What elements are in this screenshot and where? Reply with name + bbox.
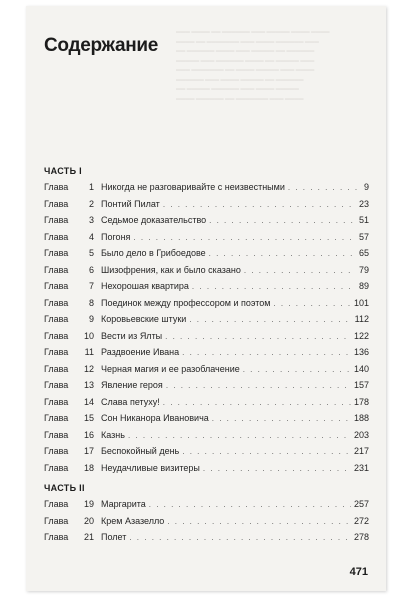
chapter-title: Седьмое доказательство — [101, 215, 207, 225]
chapter-page: 257 — [353, 499, 369, 509]
chapter-title: Нехорошая квартира — [101, 281, 189, 291]
toc-entry — [44, 364, 369, 381]
chapter-page: 231 — [353, 462, 369, 473]
chapter-label: Глава — [44, 499, 69, 509]
chapter-title: Погоня — [101, 231, 131, 242]
chapter-number: 18 — [83, 462, 94, 473]
chapter-label: Глава — [44, 515, 69, 526]
chapter-label: Глава — [44, 413, 69, 423]
chapter-page: 23 — [358, 198, 369, 209]
chapter-title: Слава петуху! — [101, 396, 160, 407]
page-number: 471 — [349, 566, 368, 578]
chapter-title: Поединок между профессором и поэтом — [101, 297, 271, 308]
toc-entry — [44, 331, 369, 348]
chapter-label: Глава — [44, 231, 69, 242]
chapter-title: Сон Никанора Ивановича — [101, 413, 209, 423]
chapter-number: 8 — [88, 297, 94, 308]
bleed-through-text: ▁▁▁ ▁▁▁▁ ▁▁ ▁▁▁▁▁▁ ▁▁▁ ▁▁▁▁▁ ▁▁▁▁ ▁▁▁▁ ▁▁▁▁ ▁▁ ▁▁▁▁▁▁▁ ▁▁▁ ▁▁▁▁ ▁▁▁▁▁▁ ▁▁▁ ▁▁ ▁▁▁▁▁▁ ▁▁▁▁ ▁▁▁ ▁▁▁▁▁ ▁▁ ▁▁▁▁▁▁ ▁▁▁▁▁ ▁▁▁ ▁▁▁▁▁▁ ▁▁▁▁ ▁▁ ▁▁▁▁▁ ▁▁▁ ▁▁▁ ▁▁▁▁▁▁▁ ▁▁ ▁▁▁▁ ▁▁▁▁▁ ▁▁▁ ▁▁▁▁ ▁▁▁▁▁▁ ▁▁▁ ▁▁▁▁ ▁▁▁▁▁ ▁▁ ▁▁▁▁▁▁ ▁▁ ▁▁▁▁▁ ▁▁▁▁▁▁ ▁▁▁ ▁▁▁▁ ▁▁▁▁▁ ▁▁▁▁ ▁▁▁▁▁▁ ▁▁ ▁▁▁▁▁▁▁ ▁▁▁ ▁▁▁▁ — [176, 27, 330, 100]
chapter-label: Глава — [44, 297, 69, 308]
chapter-label: Глава — [44, 396, 69, 407]
chapter-number: 12 — [83, 363, 94, 374]
chapter-page: 203 — [353, 429, 369, 440]
chapter-page: 101 — [353, 297, 369, 308]
page-title: Содержание — [44, 35, 159, 56]
chapter-number: 1 — [88, 182, 94, 192]
toc-entry — [44, 380, 369, 397]
chapter-number: 19 — [83, 499, 94, 509]
book-page — [26, 6, 386, 591]
leader-dots — [129, 533, 351, 542]
chapter-page: 217 — [353, 446, 369, 456]
chapter-page: 57 — [358, 231, 369, 242]
toc-part-1 — [44, 182, 369, 479]
chapter-label: Глава — [44, 248, 69, 258]
chapter-page: 89 — [358, 281, 369, 291]
chapter-number: 15 — [83, 413, 94, 423]
chapter-title: Раздвоение Ивана — [101, 347, 180, 357]
toc-entry — [44, 499, 369, 516]
chapter-label: Глава — [44, 198, 69, 209]
leader-dots — [149, 500, 351, 509]
toc-entry — [44, 215, 369, 232]
chapter-label: Глава — [44, 532, 69, 542]
chapter-title: Понтий Пилат — [101, 198, 160, 209]
toc-entry — [44, 314, 369, 331]
chapter-title: Черная магия и ее разоблачение — [101, 363, 240, 374]
leader-dots — [288, 183, 361, 192]
chapter-label: Глава — [44, 281, 69, 291]
chapter-number: 21 — [83, 532, 94, 542]
chapter-title: Было дело в Грибоедове — [101, 248, 206, 258]
toc-entry — [44, 265, 369, 282]
chapter-page: 178 — [353, 396, 369, 407]
chapter-page: 278 — [353, 532, 369, 542]
chapter-number: 13 — [83, 380, 94, 390]
toc-entry — [44, 248, 369, 265]
chapter-number: 4 — [88, 231, 94, 242]
chapter-page: 188 — [353, 413, 369, 423]
toc-entry — [44, 430, 369, 447]
toc-entry — [44, 446, 369, 463]
chapter-title: Полет — [101, 532, 127, 542]
leader-dots — [209, 249, 356, 258]
chapter-page: 51 — [358, 215, 369, 225]
chapter-label: Глава — [44, 215, 69, 225]
leader-dots — [203, 464, 351, 473]
chapter-label: Глава — [44, 314, 69, 324]
chapter-number: 3 — [88, 215, 94, 225]
part-heading-2: ЧАСТЬ II — [44, 483, 85, 493]
toc-entry — [44, 182, 369, 199]
chapter-number: 20 — [83, 515, 94, 526]
leader-dots — [163, 200, 356, 209]
chapter-label: Глава — [44, 380, 69, 390]
chapter-number: 2 — [88, 198, 94, 209]
chapter-label: Глава — [44, 264, 69, 275]
toc-entry — [44, 298, 369, 315]
chapter-label: Глава — [44, 182, 69, 192]
chapter-title: Неудачливые визитеры — [101, 462, 200, 473]
leader-dots — [128, 431, 351, 440]
chapter-page: 122 — [353, 330, 369, 341]
chapter-label: Глава — [44, 429, 69, 440]
chapter-title: Явление героя — [101, 380, 163, 390]
toc-entry — [44, 532, 369, 549]
chapter-page: 157 — [353, 380, 369, 390]
leader-dots — [182, 447, 351, 456]
leader-dots — [167, 517, 351, 526]
chapter-label: Глава — [44, 462, 69, 473]
chapter-label: Глава — [44, 363, 69, 374]
leader-dots — [163, 398, 351, 407]
toc-entry — [44, 413, 369, 430]
chapter-label: Глава — [44, 330, 69, 341]
chapter-number: 7 — [88, 281, 94, 291]
chapter-page: 272 — [353, 515, 369, 526]
chapter-title: Казнь — [101, 429, 125, 440]
chapter-number: 16 — [83, 429, 94, 440]
chapter-page: 9 — [363, 182, 369, 192]
leader-dots — [182, 348, 351, 357]
leader-dots — [273, 299, 351, 308]
chapter-number: 14 — [83, 396, 94, 407]
leader-dots — [243, 365, 351, 374]
chapter-number: 11 — [84, 347, 94, 357]
chapter-number: 17 — [83, 446, 94, 456]
chapter-label: Глава — [44, 347, 69, 357]
chapter-page: 112 — [354, 314, 369, 324]
toc-entry — [44, 281, 369, 298]
toc-entry — [44, 232, 369, 249]
toc-entry — [44, 463, 369, 480]
chapter-label: Глава — [44, 446, 69, 456]
leader-dots — [212, 414, 351, 423]
part-heading-1: ЧАСТЬ I — [44, 166, 82, 176]
leader-dots — [189, 315, 351, 324]
chapter-title: Никогда не разговаривайте с неизвестными — [101, 182, 285, 192]
leader-dots — [209, 216, 356, 225]
chapter-number: 5 — [88, 248, 94, 258]
chapter-page: 140 — [353, 363, 369, 374]
toc-entry — [44, 347, 369, 364]
chapter-page: 65 — [358, 248, 369, 258]
leader-dots — [166, 381, 351, 390]
chapter-title: Шизофрения, как и было сказано — [101, 264, 241, 275]
leader-dots — [192, 282, 356, 291]
chapter-number: 9 — [88, 314, 94, 324]
chapter-page: 79 — [358, 264, 369, 275]
chapter-title: Маргарита — [101, 499, 146, 509]
chapter-number: 6 — [88, 264, 94, 275]
leader-dots — [133, 233, 356, 242]
toc-entry — [44, 397, 369, 414]
chapter-number: 10 — [83, 330, 94, 341]
leader-dots — [244, 266, 356, 275]
toc-part-2 — [44, 499, 369, 549]
toc-entry — [44, 199, 369, 216]
chapter-page: 136 — [353, 347, 369, 357]
leader-dots — [165, 332, 351, 341]
chapter-title: Вести из Ялты — [101, 330, 163, 341]
toc-entry — [44, 516, 369, 533]
chapter-title: Крем Азазелло — [101, 515, 165, 526]
chapter-title: Коровьевские штуки — [101, 314, 187, 324]
chapter-title: Беспокойный день — [101, 446, 180, 456]
